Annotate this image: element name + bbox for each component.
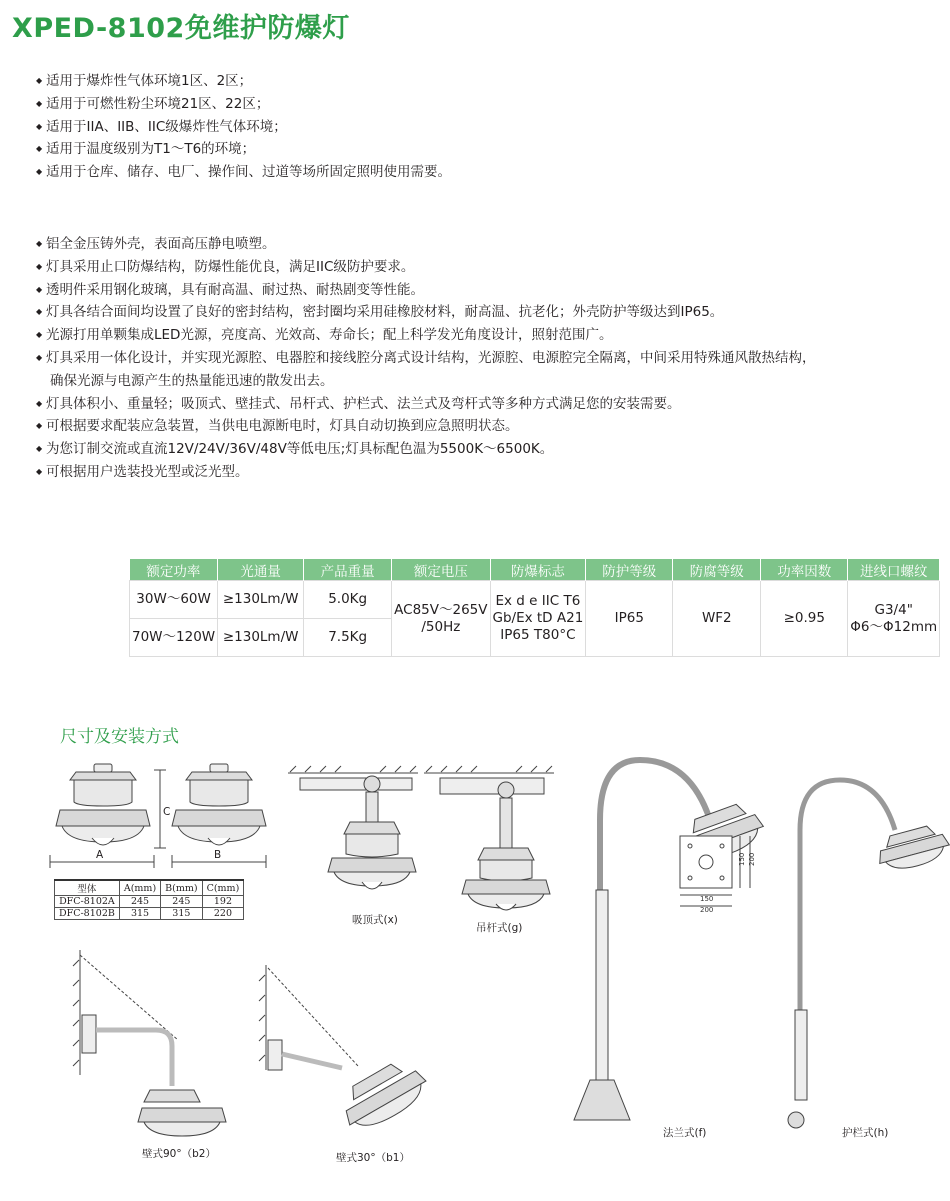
header-cell: 进线口螺纹 <box>848 559 940 581</box>
flux-cell: ≥130Lm/W <box>218 619 304 657</box>
feature-text-cont: 确保光源与电源产生的热量能迅速的散发出去。 <box>50 372 334 389</box>
flange-dim-outer-w: 200 <box>700 906 714 914</box>
pendant-mount-drawing <box>424 766 554 910</box>
power-cell: 70W～120W <box>130 619 218 657</box>
voltage-cell: AC85V～265V /50Hz <box>392 581 490 657</box>
list-item: ◆ 适用于IIA、IIB、IIC级爆炸性气体环境； <box>38 116 451 139</box>
dims-header-row <box>55 880 244 896</box>
flange-dim-inner-h: 150 <box>738 852 746 866</box>
caption-rail: 护栏式(h) <box>842 1127 889 1139</box>
caption-wall-30: 壁式30°（b1） <box>336 1152 410 1164</box>
table-row: DFC-8102B 315 315 220 <box>55 908 244 920</box>
dim-label-a: A <box>96 849 104 861</box>
section-title: 尺寸及安装方式 <box>60 727 179 747</box>
header-cell: 型体 <box>55 880 120 896</box>
ceiling-mount-drawing <box>288 766 418 889</box>
flux-cell: ≥130Lm/W <box>218 581 304 619</box>
caption-pendant: 吊杆式(g) <box>476 922 523 934</box>
caption-wall-90: 壁式90°（b2） <box>142 1148 216 1160</box>
header-cell: 额定功率 <box>130 559 218 581</box>
ip-cell: IP65 <box>586 581 673 657</box>
ex-mark-cell: Ex d e IIC T6 Gb/Ex tD A21 IP65 T80°C <box>490 581 586 657</box>
header-cell: 光通量 <box>218 559 304 581</box>
header-cell: 防护等级 <box>586 559 673 581</box>
weight-cell: 7.5Kg <box>304 619 392 657</box>
weight-cell: 5.0Kg <box>304 581 392 619</box>
feature-text: 可根据用户选装投光型或泛光型。 <box>46 463 249 480</box>
feature-text: 可根据要求配装应急装置，当供电电源断电时，灯具自动切换到应急照明状态。 <box>46 418 519 435</box>
list-item: ◆ 适用于可燃性粉尘环境21区、22区； <box>38 93 451 116</box>
dim-label-c: C <box>163 806 171 818</box>
thread-cell: G3/4" Φ6～Φ12mm <box>848 581 940 657</box>
header-cell: 功率因数 <box>761 559 848 581</box>
feature-text: 铝全金压铸外壳，表面高压静电喷塑。 <box>46 236 276 252</box>
list-item: ◆ 适用于爆炸性气体环境1区、2区； <box>38 70 451 93</box>
lamp-drawing-a <box>50 764 166 868</box>
feature-text: 灯具体积小、重量轻；吸顶式、壁挂式、吊杆式、护栏式、法兰式及弯杆式等多种方式满足您的安装需要。 <box>46 395 681 412</box>
flange-mount-drawing <box>574 760 768 1120</box>
header-cell: C(mm) <box>202 880 244 896</box>
header-cell: B(mm) <box>161 880 202 896</box>
feature-text: 灯具采用一体化设计，并实现光源腔、电器腔和接线腔分离式设计结构，光源腔、电源腔完全隔离，中间采用特殊通风散热结构， <box>46 349 816 366</box>
header-cell: A(mm) <box>119 880 160 896</box>
dim-label-b: B <box>214 849 222 861</box>
header-cell: 防腐等级 <box>673 559 761 581</box>
flange-dim-outer-h: 200 <box>748 852 756 866</box>
anticorrosion-cell: WF2 <box>673 581 761 657</box>
wall-30-drawing <box>259 965 433 1137</box>
dimension-table <box>54 879 244 920</box>
feature-text: 灯具采用止口防爆结构，防爆性能优良，满足IIC级防护要求。 <box>46 258 415 275</box>
header-cell: 额定电压 <box>392 559 490 581</box>
feature-text: 为您订制交流或直流12V/24V/36V/48V等低电压;灯具标配色温为5500K～6500K。 <box>46 441 554 458</box>
list-item: ◆ 适用于温度级别为T1～T6的环境； <box>38 138 451 161</box>
caption-flange: 法兰式(f) <box>663 1127 707 1139</box>
table-row: DFC-8102A 245 245 192 <box>55 896 244 908</box>
list-item: ◆ 适用于仓库、储存、电厂、操作间、过道等场所固定照明使用需要。 <box>38 161 451 184</box>
feature-text: 灯具各结合面间均设置了良好的密封结构，密封圈均采用硅橡胶材料，耐高温、抗老化；外壳防护等级达到IP65。 <box>46 304 724 321</box>
flange-dim-inner-w: 150 <box>700 895 714 903</box>
caption-ceiling: 吸顶式(x) <box>352 914 398 926</box>
header-cell: 防爆标志 <box>490 559 586 581</box>
power-cell: 30W～60W <box>130 581 218 619</box>
page-title: XPED-8102免维护防爆灯 <box>12 13 350 44</box>
wall-90-drawing <box>73 950 226 1136</box>
header-cell: 产品重量 <box>304 559 392 581</box>
power-factor-cell: ≥0.95 <box>761 581 848 657</box>
feature-text: 透明件采用钢化玻璃，具有耐高温、耐过热、耐热剧变等性能。 <box>46 281 424 298</box>
rail-mount-drawing <box>788 780 950 1128</box>
feature-text: 光源打用单颗集成LED光源，亮度高、光效高、寿命长；配上科学发光角度设计，照射范围广。 <box>46 327 613 344</box>
